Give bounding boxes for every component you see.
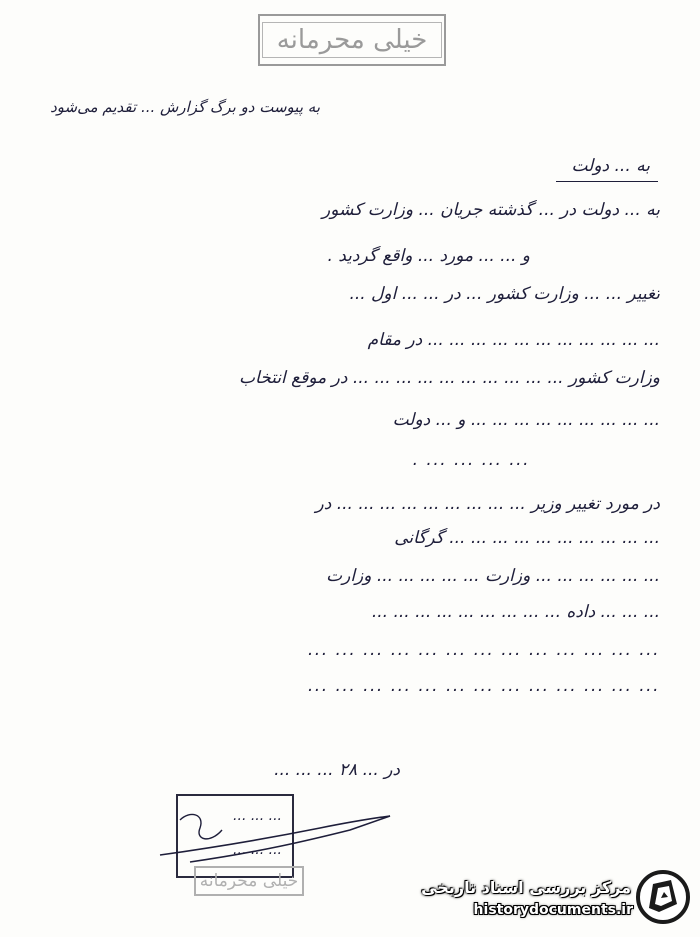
header-note: به پیوست دو برگ گزارش ... تقدیم می‌شود (50, 98, 320, 116)
body-line-5: وزارت کشور ... ... ... ... ... ... ... ... ... ... در موقع انتخاب (239, 368, 660, 388)
body-line-3: تغییر ... ... وزارت کشور ... در ... ... اول ... (349, 284, 660, 304)
body-line-7: ... ... ... ... . (412, 450, 530, 470)
addressee: به ... دولت (571, 156, 650, 176)
body-line-12: ... ... ... ... ... ... ... ... ... ... ... ... ... (307, 640, 660, 660)
archive-logo-icon (635, 868, 691, 926)
classification-stamp-bottom (194, 866, 304, 896)
signature-line-1: ... ... ... (233, 808, 282, 824)
archive-watermark (415, 862, 695, 932)
body-line-6: ... ... ... ... ... ... ... ... ... و ... دولت (392, 410, 660, 430)
signature-flourish (150, 800, 400, 870)
body-line-9: ... ... ... ... ... ... ... ... ... ... گرگانی (394, 528, 660, 548)
body-line-2: و ... ... مورد ... واقع گردید . (327, 246, 530, 266)
addressee-underline (556, 181, 658, 182)
body-line-1: به ... دولت در ... گذشته جریان ... وزارت کشور (322, 200, 660, 220)
body-line-10: ... ... ... ... ... ... وزارت ... ... ... ... ... وزارت (326, 566, 660, 586)
watermark-title: مرکز بررسی اسناد تاریخی (421, 878, 631, 897)
closing-date-line: در ... ۲۸ ... ... ... (274, 760, 400, 780)
body-line-4: ... ... ... ... ... ... ... ... ... ... ... در مقام (367, 330, 660, 350)
stamp-top-text: خیلی محرمانه (262, 22, 443, 58)
watermark-url: historydocuments.ir (473, 902, 633, 918)
body-line-8: در مورد تغییر وزیر ... ... ... ... ... ... ... ... ... در (315, 494, 660, 514)
stamp-bottom-text: خیلی محرمانه (199, 871, 299, 891)
body-line-11: ... ... ... داده ... ... ... ... ... ... ... ... ... (371, 602, 660, 622)
classification-stamp-top (258, 14, 446, 66)
signature-line-2: ... ... ... (233, 842, 282, 858)
body-line-13: ... ... ... ... ... ... ... ... ... ... ... ... ... (307, 676, 660, 696)
